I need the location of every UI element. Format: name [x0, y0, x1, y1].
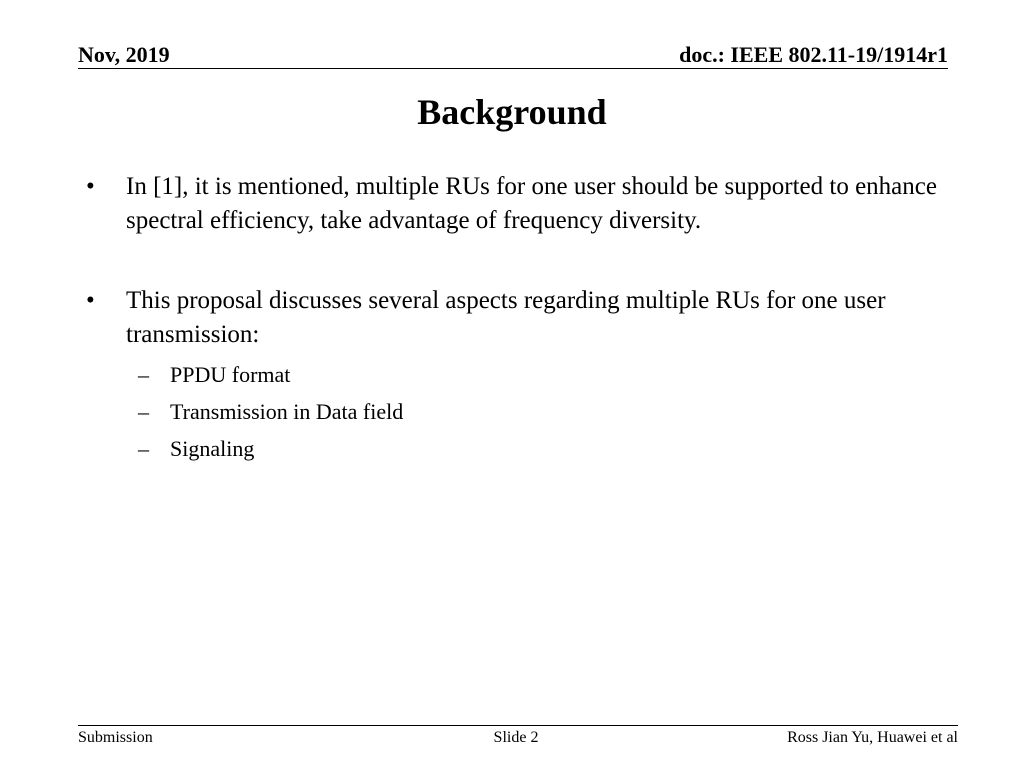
header-date: Nov, 2019	[78, 42, 170, 67]
sub-bullet-text: Transmission in Data field	[170, 399, 404, 424]
footer-divider	[78, 725, 958, 726]
sub-bullet-item	[126, 393, 960, 430]
sub-bullet-list	[126, 356, 960, 467]
bullet-text: This proposal discusses several aspects regarding multiple RUs for one user transmission:	[126, 287, 886, 348]
bullet-list	[80, 170, 960, 467]
footer-authors: Ross Jian Yu, Huawei et al	[787, 729, 958, 746]
bullet-item	[80, 284, 960, 467]
header-doc-id: doc.: IEEE 802.11-19/1914r1	[679, 42, 948, 67]
bullet-marker: •	[86, 173, 95, 200]
sub-bullet-text: Signaling	[170, 436, 255, 461]
header-divider	[78, 68, 948, 69]
slide-title: Background	[417, 92, 607, 132]
sub-bullet-marker: –	[138, 362, 149, 387]
bullet-text: In [1], it is mentioned, multiple RUs for one user should be supported to enhance spectral efficiency, take advantage of frequency diversity.	[126, 173, 937, 234]
footer-slide-number: Slide 2	[493, 729, 539, 746]
bullet-marker: •	[86, 287, 95, 314]
bullet-item	[80, 170, 960, 238]
sub-bullet-text: PPDU format	[170, 362, 291, 387]
footer-submission: Submission	[78, 729, 153, 746]
sub-bullet-marker: –	[138, 436, 149, 461]
sub-bullet-item	[126, 430, 960, 467]
sub-bullet-item	[126, 356, 960, 393]
sub-bullet-marker: –	[138, 399, 149, 424]
